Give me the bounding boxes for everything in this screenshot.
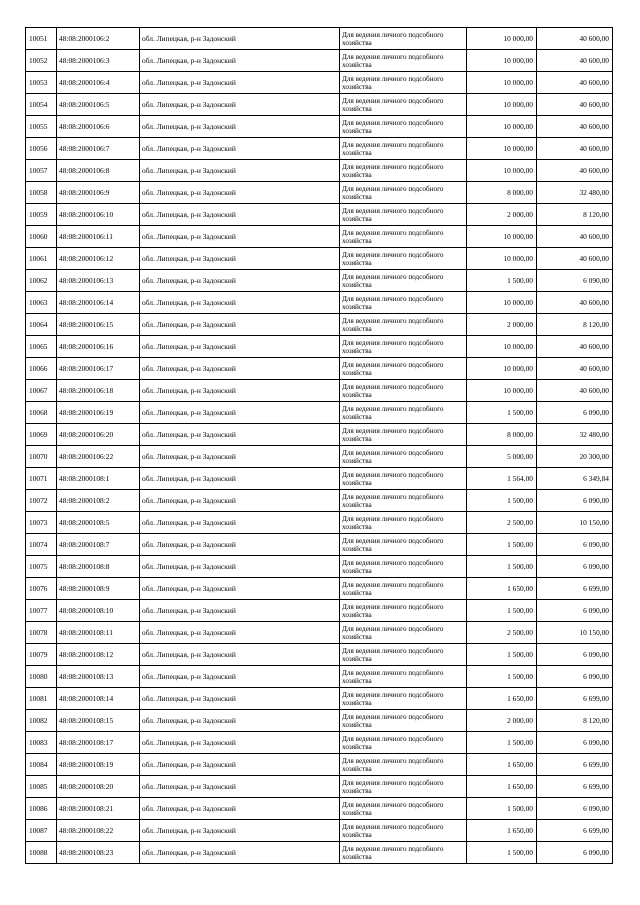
cadastral-value-cell: 20 300,00 [537,446,613,468]
table-row [26,248,613,270]
table-row [26,138,613,160]
cadastral-number-cell: 48:08:2000108:10 [57,600,140,622]
row-number-cell: 10057 [26,160,57,182]
table-row [26,820,613,842]
area-cell: 1 500,00 [467,556,537,578]
cadastral-value-cell: 40 600,00 [537,116,613,138]
table-row [26,204,613,226]
row-number-cell: 10074 [26,534,57,556]
row-number-cell: 10054 [26,94,57,116]
table-row [26,600,613,622]
row-number-cell: 10066 [26,358,57,380]
cadastral-value-cell: 32 480,00 [537,424,613,446]
cadastral-value-cell: 6 699,00 [537,688,613,710]
row-number-cell: 10052 [26,50,57,72]
cadastral-number-cell: 48:08:2000108:12 [57,644,140,666]
address-cell: обл. Липецкая, р-н Задонский [140,754,340,776]
cadastral-value-cell: 40 600,00 [537,160,613,182]
permitted-use-cell: Для ведения личного подсобного хозяйства [340,688,467,710]
row-number-cell: 10060 [26,226,57,248]
row-number-cell: 10058 [26,182,57,204]
area-cell: 1 650,00 [467,578,537,600]
area-cell: 1 500,00 [467,644,537,666]
row-number-cell: 10081 [26,688,57,710]
cadastral-value-cell: 6 699,00 [537,776,613,798]
table-row [26,292,613,314]
cadastral-number-cell: 48:08:2000108:22 [57,820,140,842]
area-cell: 1 564,00 [467,468,537,490]
table-row [26,50,613,72]
table-row [26,776,613,798]
area-cell: 2 500,00 [467,622,537,644]
area-cell: 1 500,00 [467,534,537,556]
address-cell: обл. Липецкая, р-н Задонский [140,512,340,534]
permitted-use-cell: Для ведения личного подсобного хозяйства [340,534,467,556]
table-row [26,688,613,710]
area-cell: 8 000,00 [467,424,537,446]
address-cell: обл. Липецкая, р-н Задонский [140,710,340,732]
table-row [26,710,613,732]
cadastral-number-cell: 48:08:2000106:15 [57,314,140,336]
address-cell: обл. Липецкая, р-н Задонский [140,490,340,512]
cadastral-value-cell: 6 090,00 [537,556,613,578]
address-cell: обл. Липецкая, р-н Задонский [140,424,340,446]
cadastral-value-cell: 32 480,00 [537,182,613,204]
address-cell: обл. Липецкая, р-н Задонский [140,446,340,468]
permitted-use-cell: Для ведения личного подсобного хозяйства [340,314,467,336]
permitted-use-cell: Для ведения личного подсобного хозяйства [340,424,467,446]
row-number-cell: 10065 [26,336,57,358]
address-cell: обл. Липецкая, р-н Задонский [140,644,340,666]
cadastral-number-cell: 48:08:2000106:9 [57,182,140,204]
address-cell: обл. Липецкая, р-н Задонский [140,776,340,798]
row-number-cell: 10082 [26,710,57,732]
table-row [26,72,613,94]
permitted-use-cell: Для ведения личного подсобного хозяйства [340,710,467,732]
cadastral-number-cell: 48:08:2000106:20 [57,424,140,446]
cadastral-value-cell: 6 090,00 [537,798,613,820]
address-cell: обл. Липецкая, р-н Задонский [140,182,340,204]
address-cell: обл. Липецкая, р-н Задонский [140,688,340,710]
area-cell: 2 000,00 [467,204,537,226]
address-cell: обл. Липецкая, р-н Задонский [140,270,340,292]
cadastral-value-cell: 6 090,00 [537,732,613,754]
cadastral-number-cell: 48:08:2000108:23 [57,842,140,864]
address-cell: обл. Липецкая, р-н Задонский [140,468,340,490]
area-cell: 1 650,00 [467,688,537,710]
table-row [26,160,613,182]
table-row [26,468,613,490]
table-row [26,534,613,556]
address-cell: обл. Липецкая, р-н Задонский [140,534,340,556]
cadastral-number-cell: 48:08:2000106:18 [57,380,140,402]
address-cell: обл. Липецкая, р-н Задонский [140,820,340,842]
cadastral-value-cell: 8 120,00 [537,204,613,226]
permitted-use-cell: Для ведения личного подсобного хозяйства [340,402,467,424]
permitted-use-cell: Для ведения личного подсобного хозяйства [340,446,467,468]
area-cell: 2 500,00 [467,512,537,534]
address-cell: обл. Липецкая, р-н Задонский [140,666,340,688]
cadastral-value-cell: 6 699,00 [537,820,613,842]
address-cell: обл. Липецкая, р-н Задонский [140,28,340,50]
cadastral-number-cell: 48:08:2000108:19 [57,754,140,776]
address-cell: обл. Липецкая, р-н Задонский [140,380,340,402]
area-cell: 1 500,00 [467,270,537,292]
address-cell: обл. Липецкая, р-н Задонский [140,556,340,578]
cadastral-value-cell: 10 150,00 [537,512,613,534]
table-row [26,402,613,424]
row-number-cell: 10055 [26,116,57,138]
cadastral-value-cell: 6 090,00 [537,270,613,292]
cadastral-number-cell: 48:08:2000108:15 [57,710,140,732]
cadastral-number-cell: 48:08:2000108:11 [57,622,140,644]
table-row [26,182,613,204]
address-cell: обл. Липецкая, р-н Задонский [140,226,340,248]
cadastral-number-cell: 48:08:2000108:21 [57,798,140,820]
cadastral-value-cell: 40 600,00 [537,336,613,358]
cadastral-number-cell: 48:08:2000106:7 [57,138,140,160]
permitted-use-cell: Для ведения личного подсобного хозяйства [340,94,467,116]
cadastral-value-cell: 40 600,00 [537,94,613,116]
cadastral-number-cell: 48:08:2000108:7 [57,534,140,556]
area-cell: 1 650,00 [467,776,537,798]
area-cell: 10 000,00 [467,380,537,402]
address-cell: обл. Липецкая, р-н Задонский [140,292,340,314]
cadastral-number-cell: 48:08:2000108:13 [57,666,140,688]
area-cell: 1 500,00 [467,732,537,754]
address-cell: обл. Липецкая, р-н Задонский [140,578,340,600]
permitted-use-cell: Для ведения личного подсобного хозяйства [340,490,467,512]
cadastral-number-cell: 48:08:2000106:3 [57,50,140,72]
permitted-use-cell: Для ведения личного подсобного хозяйства [340,358,467,380]
area-cell: 2 000,00 [467,314,537,336]
permitted-use-cell: Для ведения личного подсобного хозяйства [340,776,467,798]
row-number-cell: 10080 [26,666,57,688]
area-cell: 8 000,00 [467,182,537,204]
cadastral-value-cell: 6 090,00 [537,534,613,556]
area-cell: 10 000,00 [467,292,537,314]
cadastral-value-cell: 10 150,00 [537,622,613,644]
area-cell: 2 000,00 [467,710,537,732]
permitted-use-cell: Для ведения личного подсобного хозяйства [340,138,467,160]
table-row [26,732,613,754]
cadastral-number-cell: 48:08:2000106:14 [57,292,140,314]
cadastral-value-cell: 6 699,00 [537,754,613,776]
area-cell: 10 000,00 [467,248,537,270]
area-cell: 1 500,00 [467,666,537,688]
cadastral-value-cell: 6 699,00 [537,578,613,600]
area-cell: 1 650,00 [467,754,537,776]
cadastral-number-cell: 48:08:2000106:19 [57,402,140,424]
table-row [26,336,613,358]
cadastral-value-cell: 40 600,00 [537,50,613,72]
row-number-cell: 10079 [26,644,57,666]
cadastral-number-cell: 48:08:2000108:17 [57,732,140,754]
cadastral-number-cell: 48:08:2000106:2 [57,28,140,50]
address-cell: обл. Липецкая, р-н Задонский [140,402,340,424]
table-body [26,28,613,864]
cadastral-number-cell: 48:08:2000106:10 [57,204,140,226]
permitted-use-cell: Для ведения личного подсобного хозяйства [340,842,467,864]
permitted-use-cell: Для ведения личного подсобного хозяйства [340,468,467,490]
row-number-cell: 10069 [26,424,57,446]
row-number-cell: 10083 [26,732,57,754]
address-cell: обл. Липецкая, р-н Задонский [140,622,340,644]
area-cell: 1 500,00 [467,490,537,512]
address-cell: обл. Липецкая, р-н Задонский [140,94,340,116]
row-number-cell: 10075 [26,556,57,578]
table-row [26,380,613,402]
permitted-use-cell: Для ведения личного подсобного хозяйства [340,336,467,358]
permitted-use-cell: Для ведения личного подсобного хозяйства [340,820,467,842]
address-cell: обл. Липецкая, р-н Задонский [140,248,340,270]
row-number-cell: 10062 [26,270,57,292]
address-cell: обл. Липецкая, р-н Задонский [140,314,340,336]
permitted-use-cell: Для ведения личного подсобного хозяйства [340,116,467,138]
area-cell: 10 000,00 [467,94,537,116]
permitted-use-cell: Для ведения личного подсобного хозяйства [340,578,467,600]
area-cell: 1 500,00 [467,402,537,424]
row-number-cell: 10070 [26,446,57,468]
permitted-use-cell: Для ведения личного подсобного хозяйства [340,28,467,50]
permitted-use-cell: Для ведения личного подсобного хозяйства [340,72,467,94]
permitted-use-cell: Для ведения личного подсобного хозяйства [340,160,467,182]
table-row [26,798,613,820]
row-number-cell: 10088 [26,842,57,864]
row-number-cell: 10073 [26,512,57,534]
table-row [26,446,613,468]
address-cell: обл. Липецкая, р-н Задонский [140,732,340,754]
cadastral-value-cell: 6 090,00 [537,644,613,666]
permitted-use-cell: Для ведения личного подсобного хозяйства [340,270,467,292]
table-row [26,424,613,446]
cadastral-number-cell: 48:08:2000106:16 [57,336,140,358]
cadastral-value-cell: 6 090,00 [537,666,613,688]
address-cell: обл. Липецкая, р-н Задонский [140,842,340,864]
cadastral-number-cell: 48:08:2000106:13 [57,270,140,292]
cadastral-value-cell: 40 600,00 [537,380,613,402]
cadastral-value-cell: 40 600,00 [537,248,613,270]
row-number-cell: 10084 [26,754,57,776]
table-row [26,556,613,578]
permitted-use-cell: Для ведения личного подсобного хозяйства [340,50,467,72]
table-row [26,644,613,666]
permitted-use-cell: Для ведения личного подсобного хозяйства [340,754,467,776]
cadastral-value-cell: 6 090,00 [537,600,613,622]
cadastral-number-cell: 48:08:2000106:11 [57,226,140,248]
permitted-use-cell: Для ведения личного подсобного хозяйства [340,292,467,314]
address-cell: обл. Липецкая, р-н Задонский [140,798,340,820]
cadastral-number-cell: 48:08:2000108:8 [57,556,140,578]
cadastral-number-cell: 48:08:2000106:6 [57,116,140,138]
row-number-cell: 10063 [26,292,57,314]
table-row [26,116,613,138]
row-number-cell: 10056 [26,138,57,160]
cadastral-number-cell: 48:08:2000106:12 [57,248,140,270]
row-number-cell: 10076 [26,578,57,600]
cadastral-number-cell: 48:08:2000108:1 [57,468,140,490]
document-page [25,27,612,864]
permitted-use-cell: Для ведения личного подсобного хозяйства [340,666,467,688]
table-row [26,512,613,534]
area-cell: 10 000,00 [467,138,537,160]
table-row [26,490,613,512]
row-number-cell: 10085 [26,776,57,798]
table-row [26,842,613,864]
row-number-cell: 10087 [26,820,57,842]
cadastral-value-cell: 40 600,00 [537,138,613,160]
permitted-use-cell: Для ведения личного подсобного хозяйства [340,600,467,622]
address-cell: обл. Липецкая, р-н Задонский [140,116,340,138]
cadastral-number-cell: 48:08:2000106:8 [57,160,140,182]
area-cell: 10 000,00 [467,226,537,248]
cadastral-value-cell: 6 090,00 [537,402,613,424]
cadastral-number-cell: 48:08:2000108:9 [57,578,140,600]
cadastral-number-cell: 48:08:2000106:5 [57,94,140,116]
cadastral-value-cell: 40 600,00 [537,292,613,314]
table-row [26,666,613,688]
row-number-cell: 10059 [26,204,57,226]
area-cell: 5 000,00 [467,446,537,468]
cadastral-value-cell: 8 120,00 [537,314,613,336]
table-row [26,754,613,776]
table-row [26,270,613,292]
cadastral-value-cell: 6 349,84 [537,468,613,490]
cadastral-value-cell: 40 600,00 [537,72,613,94]
row-number-cell: 10067 [26,380,57,402]
row-number-cell: 10064 [26,314,57,336]
table-row [26,94,613,116]
table-row [26,28,613,50]
address-cell: обл. Липецкая, р-н Задонский [140,138,340,160]
row-number-cell: 10061 [26,248,57,270]
address-cell: обл. Липецкая, р-н Задонский [140,72,340,94]
cadastral-number-cell: 48:08:2000106:4 [57,72,140,94]
area-cell: 10 000,00 [467,116,537,138]
row-number-cell: 10053 [26,72,57,94]
cadastral-value-cell: 40 600,00 [537,358,613,380]
permitted-use-cell: Для ведения личного подсобного хозяйства [340,204,467,226]
address-cell: обл. Липецкая, р-н Задонский [140,50,340,72]
cadastral-value-cell: 6 090,00 [537,490,613,512]
permitted-use-cell: Для ведения личного подсобного хозяйства [340,732,467,754]
area-cell: 1 500,00 [467,600,537,622]
cadastral-number-cell: 48:08:2000108:5 [57,512,140,534]
row-number-cell: 10086 [26,798,57,820]
permitted-use-cell: Для ведения личного подсобного хозяйства [340,556,467,578]
permitted-use-cell: Для ведения личного подсобного хозяйства [340,248,467,270]
area-cell: 10 000,00 [467,28,537,50]
row-number-cell: 10078 [26,622,57,644]
permitted-use-cell: Для ведения личного подсобного хозяйства [340,380,467,402]
row-number-cell: 10071 [26,468,57,490]
cadastral-value-cell: 6 090,00 [537,842,613,864]
cadastral-number-cell: 48:08:2000106:17 [57,358,140,380]
cadastral-number-cell: 48:08:2000108:20 [57,776,140,798]
area-cell: 10 000,00 [467,72,537,94]
area-cell: 10 000,00 [467,50,537,72]
area-cell: 1 500,00 [467,798,537,820]
row-number-cell: 10072 [26,490,57,512]
cadastral-number-cell: 48:08:2000108:14 [57,688,140,710]
cadastral-value-cell: 40 600,00 [537,28,613,50]
table-row [26,226,613,248]
table-row [26,578,613,600]
land-plots-table [25,27,613,864]
cadastral-value-cell: 8 120,00 [537,710,613,732]
area-cell: 10 000,00 [467,160,537,182]
permitted-use-cell: Для ведения личного подсобного хозяйства [340,226,467,248]
row-number-cell: 10051 [26,28,57,50]
permitted-use-cell: Для ведения личного подсобного хозяйства [340,182,467,204]
permitted-use-cell: Для ведения личного подсобного хозяйства [340,512,467,534]
row-number-cell: 10077 [26,600,57,622]
cadastral-number-cell: 48:08:2000108:2 [57,490,140,512]
cadastral-value-cell: 40 600,00 [537,226,613,248]
address-cell: обл. Липецкая, р-н Задонский [140,336,340,358]
permitted-use-cell: Для ведения личного подсобного хозяйства [340,622,467,644]
table-row [26,314,613,336]
area-cell: 1 650,00 [467,820,537,842]
table-row [26,622,613,644]
area-cell: 10 000,00 [467,358,537,380]
permitted-use-cell: Для ведения личного подсобного хозяйства [340,644,467,666]
permitted-use-cell: Для ведения личного подсобного хозяйства [340,798,467,820]
area-cell: 1 500,00 [467,842,537,864]
address-cell: обл. Липецкая, р-н Задонский [140,600,340,622]
address-cell: обл. Липецкая, р-н Задонский [140,160,340,182]
address-cell: обл. Липецкая, р-н Задонский [140,358,340,380]
cadastral-number-cell: 48:08:2000106:22 [57,446,140,468]
row-number-cell: 10068 [26,402,57,424]
table-row [26,358,613,380]
area-cell: 10 000,00 [467,336,537,358]
address-cell: обл. Липецкая, р-н Задонский [140,204,340,226]
